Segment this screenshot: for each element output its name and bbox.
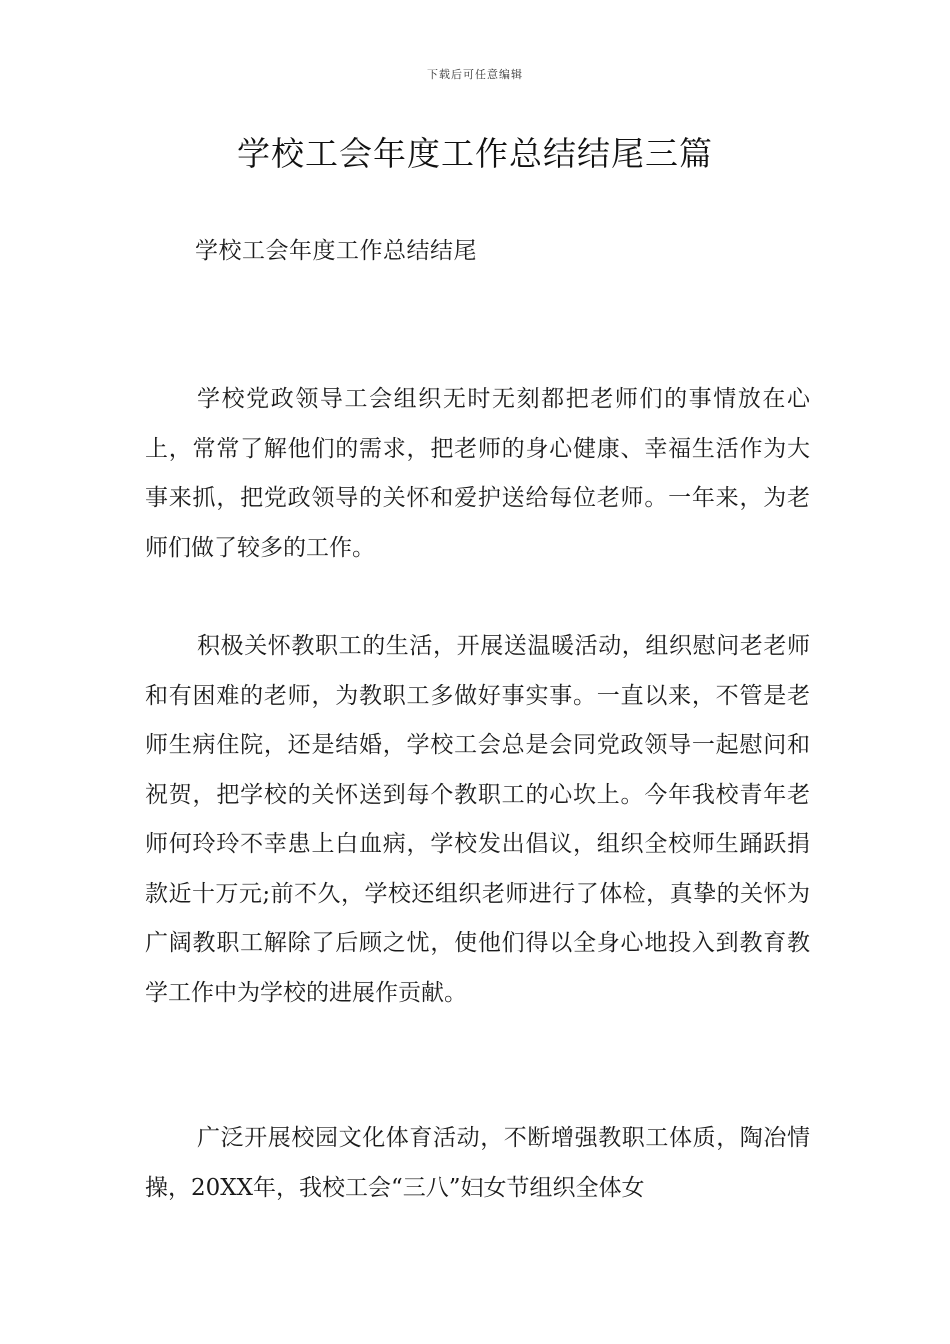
paragraph-leadership-care: 学校党政领导工会组织无时无刻都把老师们的事情放在心上，常常了解他们的需求，把老师的身心健康、幸福生活作为大事来抓，把党政领导的关怀和爱护送给每位老师。一年来，为老师们做了较多的工作。 (145, 386, 810, 561)
document-title: 学校工会年度工作总结结尾三篇 (237, 134, 713, 173)
header-note: 下载后可任意编辑 (427, 68, 523, 81)
paragraph-staff-welfare: 积极关怀教职工的生活，开展送温暖活动，组织慰问老老师和有困难的老师，为教职工多做好事实事。一直以来，不管是老师生病住院，还是结婚，学校工会总是会同党政领导一起慰问和祝贺，把学校的关怀送到每个教职工的心坎上。今年我校青年老师何玲玲不幸患上白血病，学校发出倡议，组织全校师生踊跃捐款近十万元;前不久，学校还组织老师进行了体检，真挚的关怀为广阔教职工解除了后顾之忧，使他们得以全身心地投入到教育教学工作中为学校的进展作贡献。 (145, 633, 810, 1006)
document-subtitle: 学校工会年度工作总结结尾 (195, 238, 477, 264)
paragraph-cultural-activities: 广泛开展校园文化体育活动，不断增强教职工体质，陶冶情操，20XX年，我校工会“三八”妇女节组织全体女 (145, 1125, 810, 1201)
